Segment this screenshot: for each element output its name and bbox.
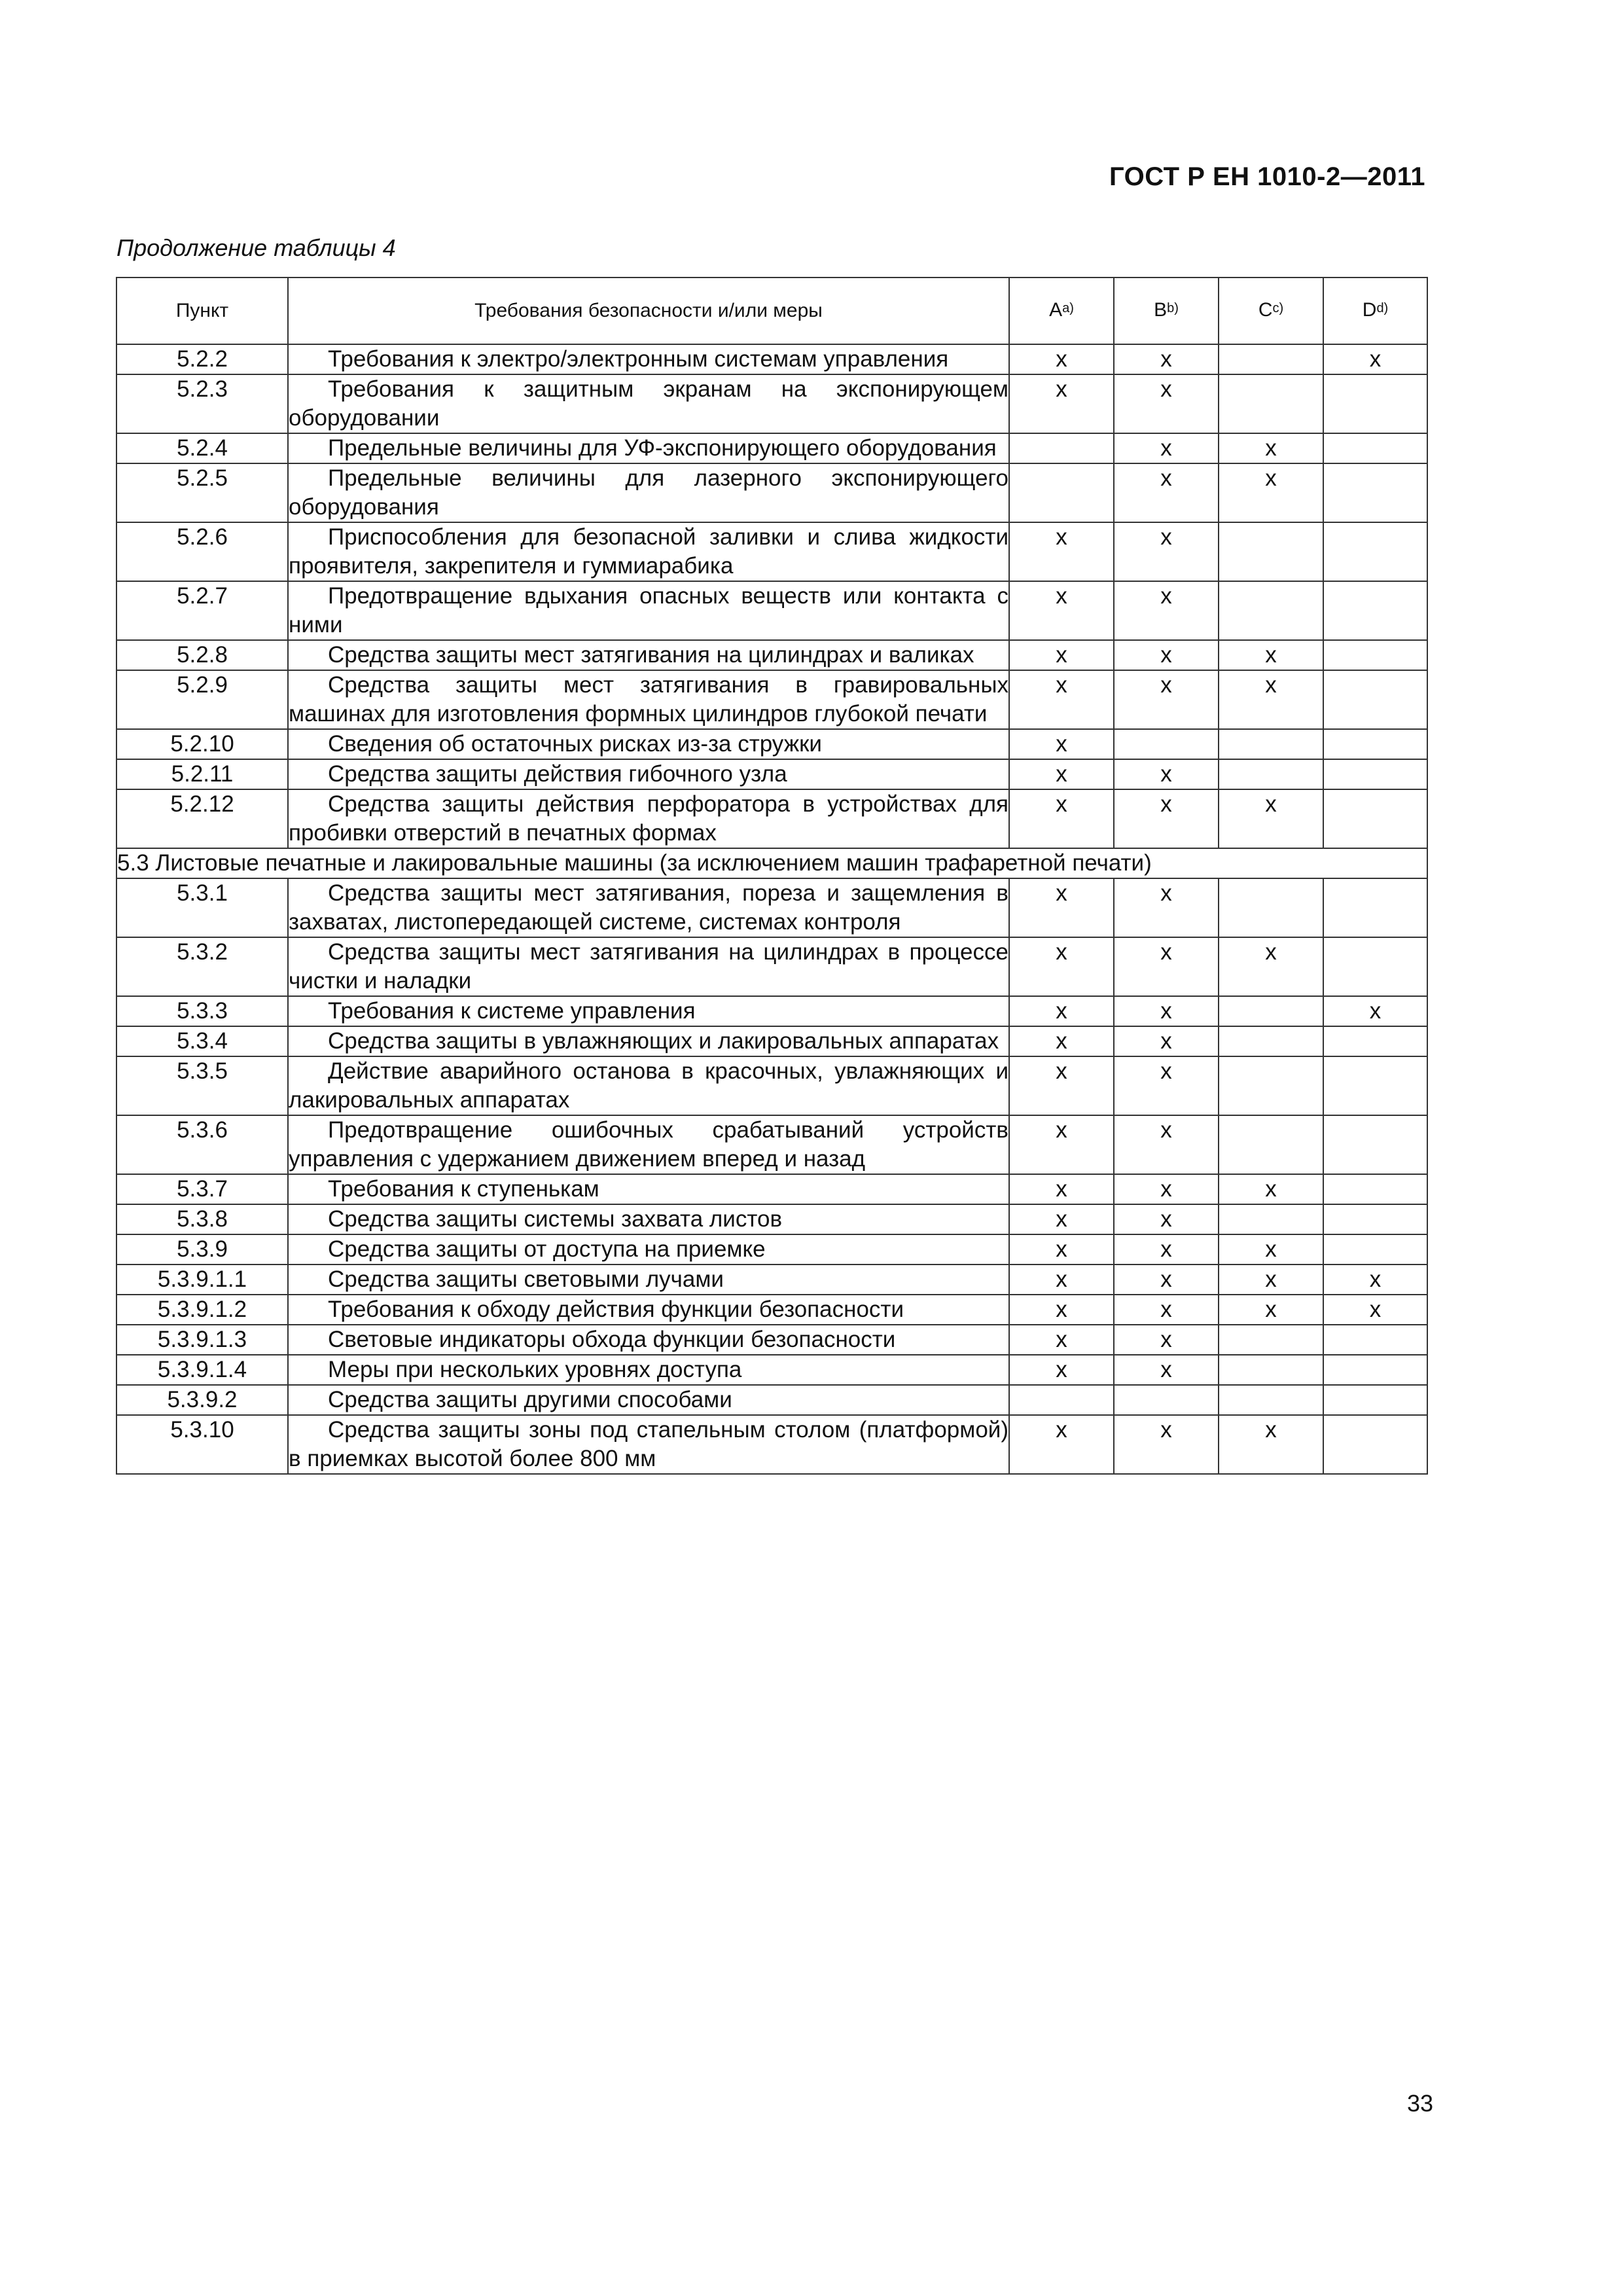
mark-a (1009, 1385, 1114, 1415)
mark-c (1219, 878, 1323, 937)
mark-b: x (1114, 522, 1219, 581)
mark-c (1219, 1355, 1323, 1385)
requirement-text (288, 581, 1009, 640)
clause-number: 5.3.9.1.2 (116, 1295, 288, 1325)
requirement-label: Световые индикаторы обхода функции безопасности (328, 1327, 896, 1352)
mark-b: x (1114, 1174, 1219, 1204)
mark-c (1219, 996, 1323, 1026)
table-row (116, 522, 1427, 581)
requirement-label: Требования к электро/электронным системам управления (328, 346, 949, 372)
mark-a: x (1009, 1265, 1114, 1295)
requirement-text (288, 1415, 1009, 1474)
mark-d (1323, 1056, 1427, 1115)
table-row (116, 1325, 1427, 1355)
mark-a: x (1009, 581, 1114, 640)
mark-c (1219, 522, 1323, 581)
requirement-label: Средства защиты световыми лучами (328, 1266, 724, 1292)
table-row (116, 463, 1427, 522)
column-header-b: $B^{b)}$ (1114, 278, 1219, 344)
requirement-label: Предотвращение ошибочных срабатываний устройств управления с удержанием движением вперед и назад (289, 1117, 1008, 1172)
mark-c (1219, 759, 1323, 789)
clause-number: 5.3.9.2 (116, 1385, 288, 1415)
mark-d (1323, 1204, 1427, 1234)
table-row (116, 996, 1427, 1026)
mark-a: x (1009, 670, 1114, 729)
clause-number: 5.3.5 (116, 1056, 288, 1115)
table-row (116, 374, 1427, 433)
requirement-text (288, 1295, 1009, 1325)
table-row (116, 789, 1427, 848)
requirement-text (288, 1234, 1009, 1265)
mark-a: x (1009, 640, 1114, 670)
mark-c: x (1219, 640, 1323, 670)
requirement-text (288, 1056, 1009, 1115)
mark-a: x (1009, 1415, 1114, 1474)
mark-a: x (1009, 1325, 1114, 1355)
mark-c: x (1219, 1174, 1323, 1204)
mark-a: x (1009, 1355, 1114, 1385)
mark-b: x (1114, 670, 1219, 729)
mark-c (1219, 729, 1323, 759)
clause-number: 5.2.2 (116, 344, 288, 374)
mark-a (1009, 463, 1114, 522)
requirement-text (288, 1385, 1009, 1415)
mark-d (1323, 1026, 1427, 1056)
mark-b: x (1114, 581, 1219, 640)
requirement-text (288, 670, 1009, 729)
requirement-label: Средства защиты в увлажняющих и лакировальных аппаратах (328, 1028, 999, 1054)
clause-number: 5.3.3 (116, 996, 288, 1026)
mark-b: x (1114, 1026, 1219, 1056)
requirement-label: Предотвращение вдыхания опасных веществ или контакта с ними (289, 583, 1008, 637)
requirement-label: Средства защиты зоны под стапельным столом (платформой) в приемках высотой более 800 мм (289, 1417, 1008, 1471)
mark-d (1323, 433, 1427, 463)
requirement-label: Меры при нескольких уровнях доступа (328, 1357, 742, 1382)
mark-b: x (1114, 433, 1219, 463)
requirement-label: Предельные величины для УФ-экспонирующего оборудования (328, 435, 997, 461)
requirement-text (288, 344, 1009, 374)
table-row (116, 1355, 1427, 1385)
mark-a: x (1009, 759, 1114, 789)
clause-number: 5.3.6 (116, 1115, 288, 1174)
requirement-text (288, 937, 1009, 996)
mark-c: x (1219, 1234, 1323, 1265)
requirement-label: Средства защиты от доступа на приемке (328, 1236, 766, 1262)
table-row (116, 344, 1427, 374)
section-row (116, 848, 1427, 878)
mark-a: x (1009, 789, 1114, 848)
requirement-label: Требования к защитным экранам на экспонирующем оборудовании (289, 376, 1008, 431)
table-row (116, 729, 1427, 759)
requirement-label: Средства защиты мест затягивания в гравировальных машинах для изготовления формных цилиндров глубокой печати (289, 672, 1008, 726)
mark-c: x (1219, 433, 1323, 463)
requirement-text (288, 1355, 1009, 1385)
mark-b: x (1114, 463, 1219, 522)
mark-d (1323, 759, 1427, 789)
document-standard-title: ГОСТ Р ЕН 1010-2—2011 (1109, 162, 1425, 191)
clause-number: 5.3.4 (116, 1026, 288, 1056)
mark-d (1323, 463, 1427, 522)
clause-number: 5.2.9 (116, 670, 288, 729)
mark-d (1323, 1174, 1427, 1204)
mark-b: x (1114, 1325, 1219, 1355)
requirement-text (288, 374, 1009, 433)
clause-number: 5.3.1 (116, 878, 288, 937)
table-row (116, 1234, 1427, 1265)
mark-a: x (1009, 522, 1114, 581)
mark-c (1219, 1204, 1323, 1234)
clause-number: 5.3.9 (116, 1234, 288, 1265)
clause-number: 5.2.3 (116, 374, 288, 433)
clause-number: 5.2.4 (116, 433, 288, 463)
mark-d (1323, 1355, 1427, 1385)
section-title: 5.3 Листовые печатные и лакировальные машины (за исключением машин трафаретной печати) (116, 848, 1427, 878)
clause-number: 5.2.11 (116, 759, 288, 789)
mark-d (1323, 1385, 1427, 1415)
table-row (116, 1204, 1427, 1234)
mark-c (1219, 1026, 1323, 1056)
mark-a: x (1009, 729, 1114, 759)
mark-a: x (1009, 937, 1114, 996)
clause-number: 5.3.9.1.1 (116, 1265, 288, 1295)
mark-b: x (1114, 1234, 1219, 1265)
mark-c (1219, 374, 1323, 433)
mark-c (1219, 1325, 1323, 1355)
clause-number: 5.2.8 (116, 640, 288, 670)
mark-b (1114, 1385, 1219, 1415)
requirement-label: Средства защиты действия гибочного узла (328, 761, 787, 787)
mark-c (1219, 1115, 1323, 1174)
clause-number: 5.2.6 (116, 522, 288, 581)
table-body (116, 344, 1427, 1474)
mark-d: x (1323, 1295, 1427, 1325)
mark-b: x (1114, 1355, 1219, 1385)
mark-a: x (1009, 1295, 1114, 1325)
mark-d: x (1323, 344, 1427, 374)
mark-b: x (1114, 374, 1219, 433)
clause-number: 5.3.2 (116, 937, 288, 996)
table-row (116, 1265, 1427, 1295)
column-header-requirements: Требования безопасности и/или меры (288, 278, 1009, 344)
table-row (116, 1026, 1427, 1056)
mark-a: x (1009, 1056, 1114, 1115)
mark-b: x (1114, 1265, 1219, 1295)
mark-d (1323, 729, 1427, 759)
column-header-c: $C^{c)}$ (1219, 278, 1323, 344)
mark-a: x (1009, 1026, 1114, 1056)
mark-c: x (1219, 670, 1323, 729)
requirement-text (288, 1325, 1009, 1355)
mark-b: x (1114, 759, 1219, 789)
table-row (116, 937, 1427, 996)
mark-d (1323, 937, 1427, 996)
requirement-label: Сведения об остаточных рисках из-за стружки (328, 731, 822, 757)
requirement-label: Средства защиты системы захвата листов (328, 1206, 783, 1232)
mark-a: x (1009, 878, 1114, 937)
mark-c: x (1219, 1265, 1323, 1295)
requirement-text (288, 1174, 1009, 1204)
requirement-label: Средства защиты мест затягивания на цилиндрах в процессе чистки и наладки (289, 939, 1008, 994)
mark-c (1219, 581, 1323, 640)
mark-b: x (1114, 937, 1219, 996)
mark-d (1323, 640, 1427, 670)
requirement-label: Требования к системе управления (328, 998, 696, 1024)
mark-a: x (1009, 374, 1114, 433)
table-row (116, 1056, 1427, 1115)
clause-number: 5.3.10 (116, 1415, 288, 1474)
requirement-text (288, 1265, 1009, 1295)
mark-c: x (1219, 463, 1323, 522)
mark-d (1323, 1325, 1427, 1355)
table-row (116, 581, 1427, 640)
mark-c (1219, 1385, 1323, 1415)
mark-a: x (1009, 1234, 1114, 1265)
mark-a: x (1009, 996, 1114, 1026)
table-row (116, 878, 1427, 937)
mark-d (1323, 581, 1427, 640)
mark-c: x (1219, 937, 1323, 996)
mark-a: x (1009, 1174, 1114, 1204)
requirements-table (116, 277, 1428, 1475)
mark-c: x (1219, 1415, 1323, 1474)
table-row (116, 1174, 1427, 1204)
table-row (116, 759, 1427, 789)
requirement-label: Предельные величины для лазерного экспонирующего оборудования (289, 465, 1008, 520)
requirement-label: Средства защиты действия перфоратора в устройствах для пробивки отверстий в печатных формах (289, 791, 1008, 846)
requirement-label: Требования к ступенькам (328, 1176, 599, 1202)
mark-c (1219, 344, 1323, 374)
table-row (116, 1115, 1427, 1174)
requirement-text (288, 1204, 1009, 1234)
mark-a: x (1009, 1115, 1114, 1174)
column-header-a: $A^{a)}$ (1009, 278, 1114, 344)
mark-b: x (1114, 1056, 1219, 1115)
clause-number: 5.3.7 (116, 1174, 288, 1204)
clause-number: 5.3.9.1.4 (116, 1355, 288, 1385)
requirement-text (288, 463, 1009, 522)
mark-b (1114, 729, 1219, 759)
clause-number: 5.2.7 (116, 581, 288, 640)
table-row (116, 1415, 1427, 1474)
column-header-d: $D^{d)}$ (1323, 278, 1427, 344)
table-row (116, 670, 1427, 729)
table-row (116, 1295, 1427, 1325)
requirement-text (288, 996, 1009, 1026)
mark-b: x (1114, 789, 1219, 848)
mark-d (1323, 1234, 1427, 1265)
requirement-text (288, 789, 1009, 848)
requirement-text (288, 1026, 1009, 1056)
mark-a: x (1009, 344, 1114, 374)
clause-number: 5.3.9.1.3 (116, 1325, 288, 1355)
requirement-text (288, 640, 1009, 670)
clause-number: 5.3.8 (116, 1204, 288, 1234)
mark-d (1323, 670, 1427, 729)
mark-b: x (1114, 344, 1219, 374)
mark-d (1323, 789, 1427, 848)
column-header-clause: Пункт (116, 278, 288, 344)
clause-number: 5.2.12 (116, 789, 288, 848)
requirement-text (288, 433, 1009, 463)
requirement-label: Приспособления для безопасной заливки и слива жидкости проявителя, закрепителя и гуммиарабика (289, 524, 1008, 579)
requirement-label: Средства защиты мест затягивания, пореза и защемления в захватах, листопередающей системе, системах контроля (289, 880, 1008, 935)
requirement-text (288, 759, 1009, 789)
mark-b: x (1114, 1415, 1219, 1474)
mark-d (1323, 1115, 1427, 1174)
mark-d: x (1323, 996, 1427, 1026)
table-row (116, 433, 1427, 463)
requirement-text (288, 522, 1009, 581)
mark-d (1323, 1415, 1427, 1474)
mark-c: x (1219, 1295, 1323, 1325)
requirement-text (288, 729, 1009, 759)
table-row (116, 1385, 1427, 1415)
mark-c: x (1219, 789, 1323, 848)
requirement-text (288, 1115, 1009, 1174)
requirement-label: Средства защиты мест затягивания на цилиндрах и валиках (328, 642, 974, 668)
requirement-label: Средства защиты другими способами (328, 1387, 732, 1412)
mark-d (1323, 522, 1427, 581)
mark-c (1219, 1056, 1323, 1115)
requirement-label: Требования к обходу действия функции безопасности (328, 1297, 904, 1322)
table-header-row (116, 278, 1427, 344)
mark-d: x (1323, 1265, 1427, 1295)
mark-b: x (1114, 996, 1219, 1026)
mark-b: x (1114, 1295, 1219, 1325)
mark-b: x (1114, 1204, 1219, 1234)
mark-b: x (1114, 640, 1219, 670)
requirement-label: Действие аварийного останова в красочных, увлажняющих и лакировальных аппаратах (289, 1058, 1008, 1113)
mark-d (1323, 374, 1427, 433)
requirement-text (288, 878, 1009, 937)
table-row (116, 640, 1427, 670)
clause-number: 5.2.5 (116, 463, 288, 522)
mark-a: x (1009, 1204, 1114, 1234)
table-caption: Продолжение таблицы 4 (116, 234, 396, 261)
mark-b: x (1114, 878, 1219, 937)
clause-number: 5.2.10 (116, 729, 288, 759)
mark-b: x (1114, 1115, 1219, 1174)
mark-a (1009, 433, 1114, 463)
mark-d (1323, 878, 1427, 937)
page-number: 33 (1406, 2090, 1433, 2117)
